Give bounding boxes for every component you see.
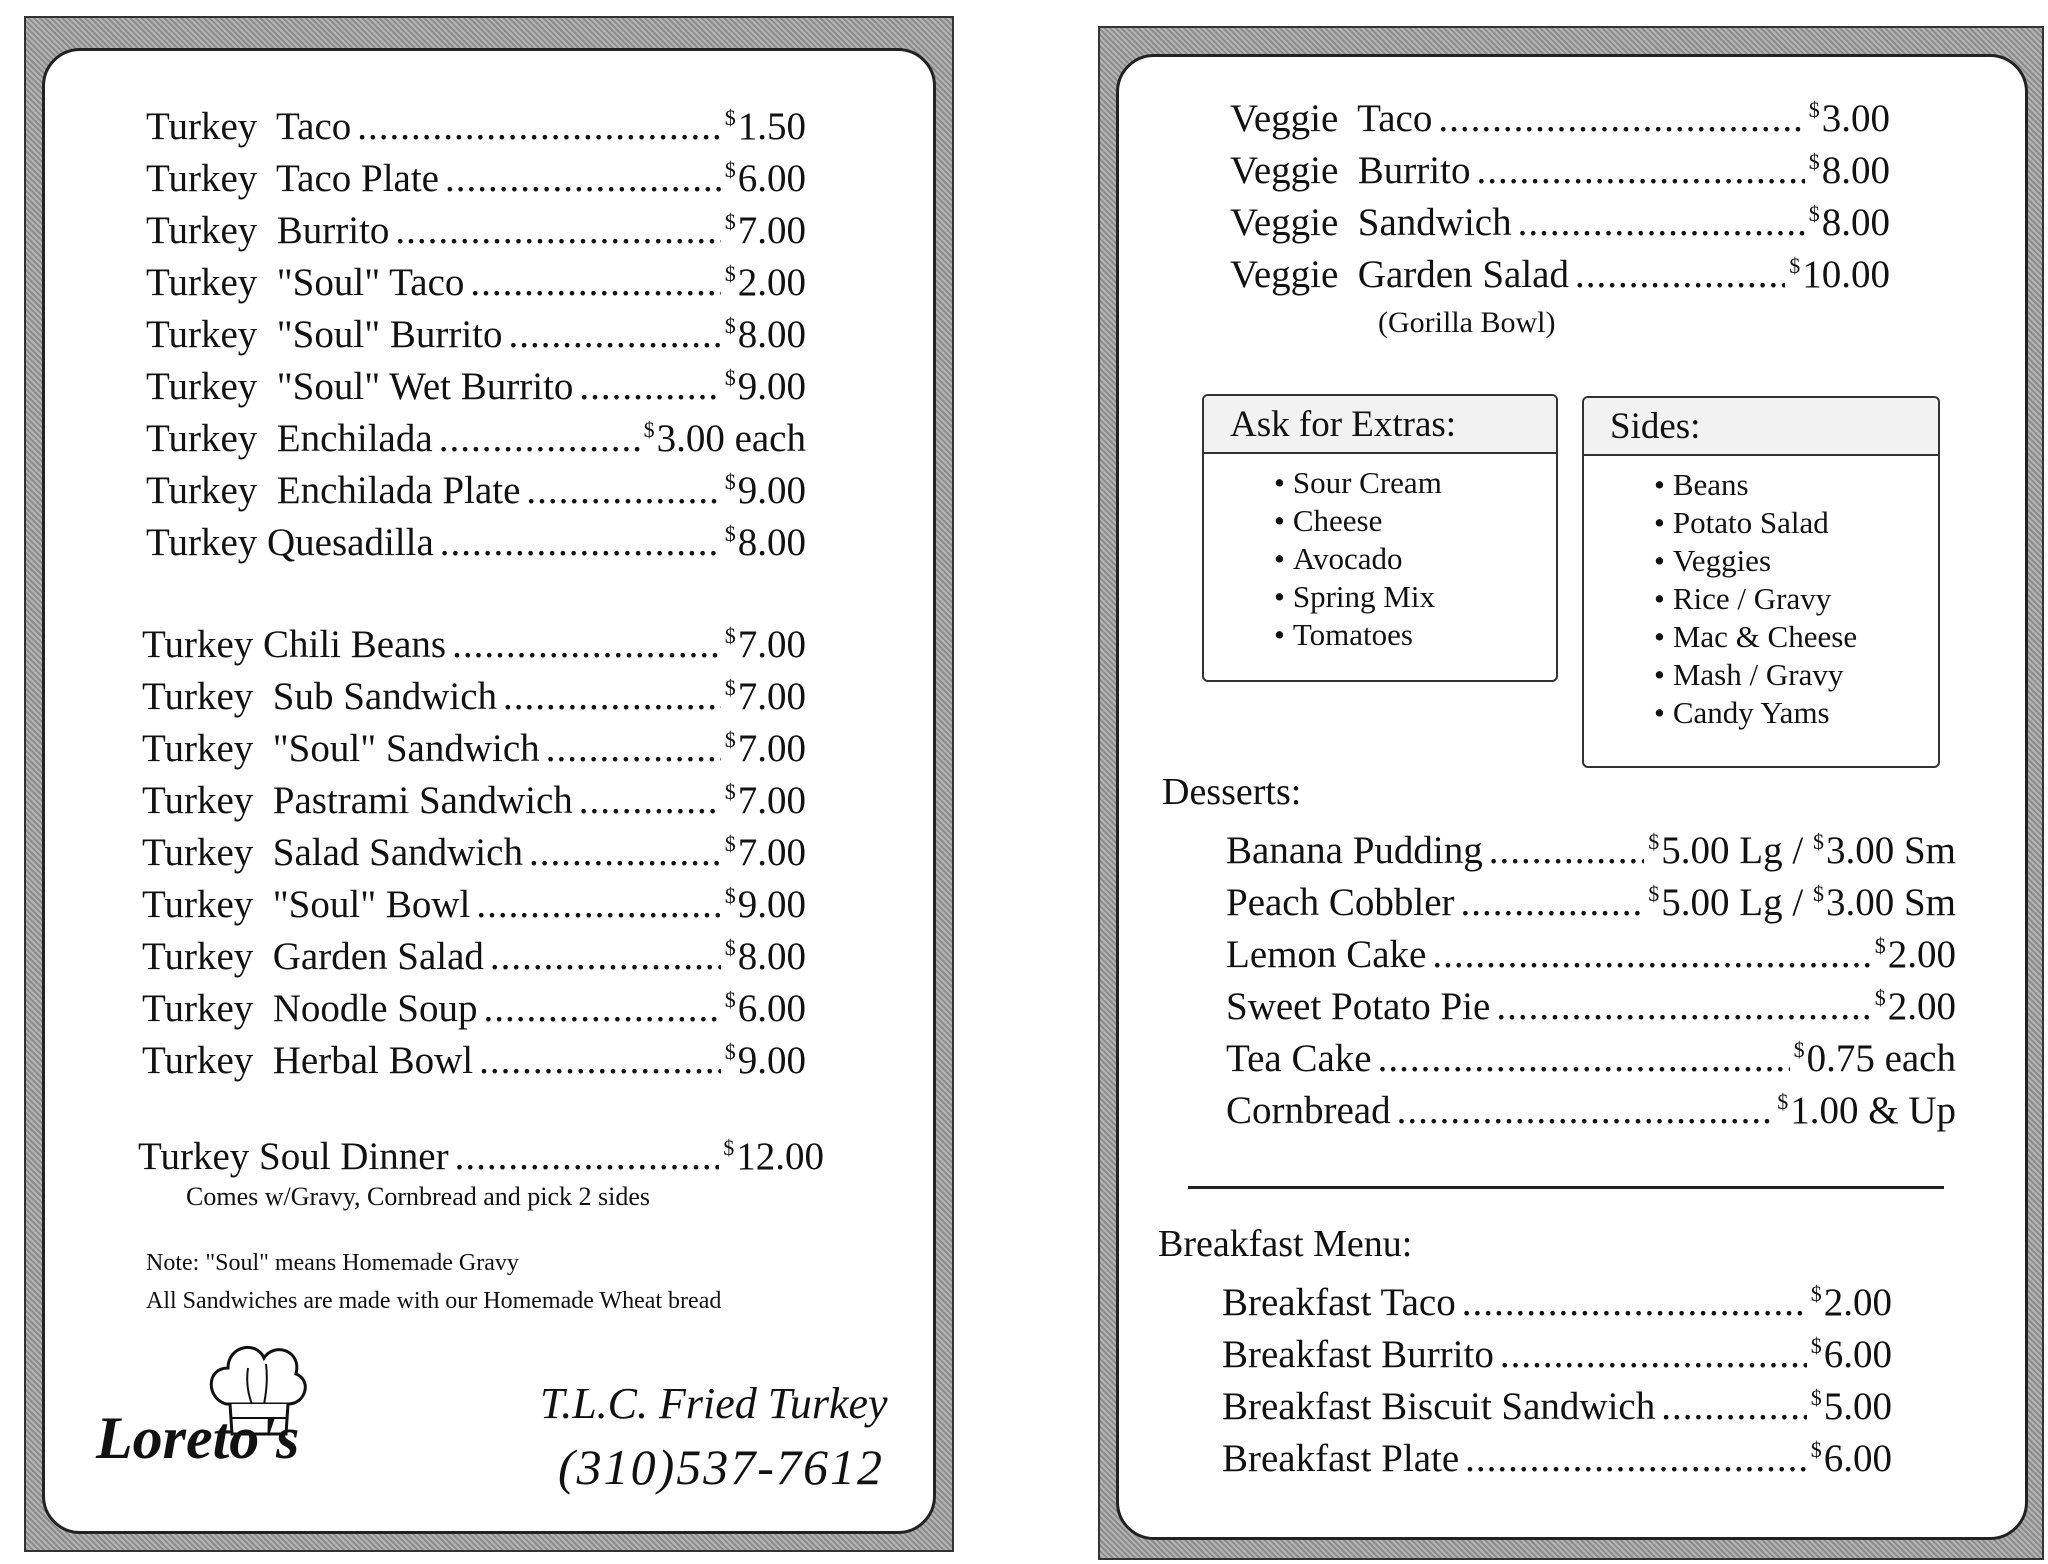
menu-item-price: $8.00 (1808, 149, 1890, 192)
menu-item-price: $5.00 Lg / $3.00 Sm (1648, 829, 1956, 872)
menu-item-price: $8.00 (724, 313, 806, 356)
dot-leader (455, 1134, 720, 1179)
menu-item-name: Peach Cobbler (1226, 881, 1455, 924)
dot-leader (1489, 828, 1645, 873)
list-item: • Rice / Gravy (1654, 580, 1938, 618)
menu-item-price: $5.00 (1810, 1385, 1892, 1428)
list-item: • Veggies (1654, 542, 1938, 580)
menu-item-price: $6.00 (724, 987, 806, 1030)
menu-item-price: $9.00 (724, 469, 806, 512)
menu-item-price: $9.00 (724, 883, 806, 926)
dot-leader (526, 468, 720, 513)
menu-item-price: $2.00 (1874, 933, 1956, 976)
breakfast-item-2 (1222, 1332, 1892, 1377)
menu-item-price: $9.00 (724, 1039, 806, 1082)
dot-leader (509, 312, 721, 357)
turkey-item-5 (146, 312, 806, 357)
menu-item-name: Turkey Burrito (146, 209, 390, 252)
dot-leader (490, 934, 721, 979)
dot-leader (1496, 984, 1870, 1029)
gorilla-bowl-note: (Gorilla Bowl) (1378, 306, 1556, 339)
desserts-heading: Desserts: (1162, 771, 1302, 813)
turkey-item-1 (142, 622, 806, 667)
menu-item-name: Breakfast Burrito (1222, 1333, 1494, 1376)
sides-box (1582, 396, 1940, 768)
dot-leader (440, 520, 721, 565)
menu-item-name: Breakfast Plate (1222, 1437, 1460, 1480)
menu-item-soul-dinner (138, 1134, 824, 1179)
dessert-item-1 (1226, 828, 1956, 873)
menu-item-name: Turkey Sub Sandwich (142, 675, 497, 718)
dessert-item-6 (1226, 1088, 1956, 1133)
list-item: • Candy Yams (1654, 694, 1938, 732)
dot-leader (439, 416, 640, 461)
breakfast-heading: Breakfast Menu: (1158, 1223, 1413, 1265)
veggie-item-4 (1230, 252, 1890, 297)
turkey-item-2 (142, 674, 806, 719)
menu-item-name: Lemon Cake (1226, 933, 1427, 976)
dot-leader (503, 674, 721, 719)
turkey-item-9 (142, 1038, 806, 1083)
menu-item-name: Turkey Herbal Bowl (142, 1039, 474, 1082)
dessert-item-3 (1226, 932, 1956, 977)
turkey-item-2 (146, 156, 806, 201)
menu-item-price: $2.00 (1874, 985, 1956, 1028)
menu-item-name: Turkey Noodle Soup (142, 987, 478, 1030)
menu-item-price: $7.00 (724, 779, 806, 822)
extras-title: Ask for Extras: (1204, 396, 1556, 454)
turkey-item-4 (146, 260, 806, 305)
dot-leader (479, 1038, 721, 1083)
menu-item-name: Turkey Chili Beans (142, 623, 447, 666)
menu-item-name: Turkey "Soul" Taco (146, 261, 465, 304)
sides-title: Sides: (1584, 398, 1938, 456)
turkey-item-3 (146, 208, 806, 253)
turkey-item-5 (142, 830, 806, 875)
dot-leader (529, 830, 721, 875)
menu-item-price: $7.00 (724, 675, 806, 718)
menu-item-name: Sweet Potato Pie (1226, 985, 1491, 1028)
turkey-item-9 (146, 520, 806, 565)
menu-item-price: $7.00 (724, 623, 806, 666)
dot-leader (579, 364, 720, 409)
dot-leader (1661, 1384, 1807, 1429)
dot-leader (1397, 1088, 1774, 1133)
dot-leader (445, 156, 721, 201)
veggie-item-1 (1230, 96, 1890, 141)
menu-item-name: Turkey "Soul" Burrito (146, 313, 503, 356)
dot-leader (546, 726, 721, 771)
menu-item-name: Turkey Pastrami Sandwich (142, 779, 573, 822)
dot-leader (1476, 148, 1804, 193)
menu-item-name: Turkey Quesadilla (146, 521, 434, 564)
breakfast-item-4 (1222, 1436, 1892, 1481)
list-item: • Spring Mix (1274, 578, 1556, 616)
dot-leader (1432, 932, 1870, 977)
menu-item-name: Turkey Taco Plate (146, 157, 439, 200)
menu-item-price: $5.00 Lg / $3.00 Sm (1648, 881, 1956, 924)
dot-leader (1378, 1036, 1790, 1081)
dot-leader (395, 208, 720, 253)
dot-leader (484, 986, 721, 1031)
turkey-item-1 (146, 104, 806, 149)
dessert-item-4 (1226, 984, 1956, 1029)
menu-item-price: $0.75 each (1793, 1037, 1956, 1080)
dessert-item-2 (1226, 880, 1956, 925)
menu-item-price: $2.00 (724, 261, 806, 304)
list-item: • Beans (1654, 466, 1938, 504)
brand-name: T.L.C. Fried Turkey (540, 1379, 888, 1428)
extras-box (1202, 394, 1558, 682)
turkey-item-8 (142, 986, 806, 1031)
dot-leader (470, 260, 720, 305)
list-item: • Mash / Gravy (1654, 656, 1938, 694)
veggie-item-3 (1230, 200, 1890, 245)
dot-leader (357, 104, 720, 149)
menu-item-name: Veggie Taco (1230, 97, 1433, 140)
note-sandwiches: All Sandwiches are made with our Homemade Wheat bread (146, 1288, 722, 1314)
menu-item-price: $8.00 (724, 521, 806, 564)
menu-item-name: Turkey "Soul" Bowl (142, 883, 471, 926)
menu-item-name: Veggie Burrito (1230, 149, 1471, 192)
menu-item-name: Tea Cake (1226, 1037, 1372, 1080)
turkey-item-3 (142, 726, 806, 771)
section-divider (1188, 1186, 1944, 1189)
menu-item-price: $2.00 (1810, 1281, 1892, 1324)
menu-item-name: Veggie Sandwich (1230, 201, 1512, 244)
menu-item-price: $1.00 & Up (1777, 1089, 1956, 1132)
menu-item-name: Breakfast Biscuit Sandwich (1222, 1385, 1656, 1428)
list-item: • Mac & Cheese (1654, 618, 1938, 656)
menu-item-name: Turkey Enchilada (146, 417, 433, 460)
breakfast-item-1 (1222, 1280, 1892, 1325)
menu-item-name: Breakfast Taco (1222, 1281, 1456, 1324)
menu-item-price: $7.00 (724, 831, 806, 874)
menu-item-price: $3.00 each (643, 417, 806, 460)
menu-item-name: Turkey "Soul" Sandwich (142, 727, 540, 770)
dessert-item-5 (1226, 1036, 1956, 1081)
dot-leader (1518, 200, 1805, 245)
dot-leader (1575, 252, 1785, 297)
menu-item-name: Turkey "Soul" Wet Burrito (146, 365, 574, 408)
dot-leader (1461, 880, 1645, 925)
dot-leader (1500, 1332, 1807, 1377)
dot-leader (1462, 1280, 1807, 1325)
menu-item-price: $7.00 (724, 209, 806, 252)
menu-item-name: Turkey Taco (146, 105, 352, 148)
menu-item-price: $3.00 (1808, 97, 1890, 140)
dot-leader (1438, 96, 1804, 141)
turkey-item-6 (142, 882, 806, 927)
dot-leader (476, 882, 720, 927)
menu-item-name: Banana Pudding (1226, 829, 1483, 872)
note-soul: Note: "Soul" means Homemade Gravy (146, 1250, 519, 1276)
menu-item-name: Turkey Garden Salad (142, 935, 484, 978)
menu-item-price: $12.00 (723, 1135, 824, 1178)
menu-item-price: $6.00 (1810, 1333, 1892, 1376)
menu-item-name: Turkey Enchilada Plate (146, 469, 521, 512)
menu-item-name: Veggie Garden Salad (1230, 253, 1569, 296)
dot-leader (579, 778, 721, 823)
menu-item-price: $10.00 (1789, 253, 1890, 296)
list-item: • Sour Cream (1274, 464, 1556, 502)
menu-item-name: Turkey Soul Dinner (138, 1135, 449, 1178)
list-item: • Tomatoes (1274, 616, 1556, 654)
menu-item-name: Turkey Salad Sandwich (142, 831, 523, 874)
list-item: • Avocado (1274, 540, 1556, 578)
menu-item-name: Cornbread (1226, 1089, 1391, 1132)
menu-item-price: $8.00 (724, 935, 806, 978)
breakfast-item-3 (1222, 1384, 1892, 1429)
phone-number: (310)537-7612 (558, 1439, 884, 1495)
menu-item-price: $7.00 (724, 727, 806, 770)
turkey-item-4 (142, 778, 806, 823)
veggie-item-2 (1230, 148, 1890, 193)
dot-leader (1465, 1436, 1807, 1481)
turkey-item-8 (146, 468, 806, 513)
list-item: • Cheese (1274, 502, 1556, 540)
menu-item-price: $1.50 (724, 105, 806, 148)
turkey-item-6 (146, 364, 806, 409)
menu-item-price: $8.00 (1808, 201, 1890, 244)
sides-list (1584, 466, 1938, 732)
extras-list (1204, 464, 1556, 654)
turkey-item-7 (142, 934, 806, 979)
turkey-item-7 (146, 416, 806, 461)
list-item: • Potato Salad (1654, 504, 1938, 542)
loretos-logo: Loreto's (96, 1405, 300, 1471)
menu-item-price: $9.00 (724, 365, 806, 408)
dot-leader (452, 622, 721, 667)
dinner-subtitle: Comes w/Gravy, Cornbread and pick 2 sides (186, 1182, 651, 1211)
menu-item-price: $6.00 (1810, 1437, 1892, 1480)
menu-item-price: $6.00 (724, 157, 806, 200)
